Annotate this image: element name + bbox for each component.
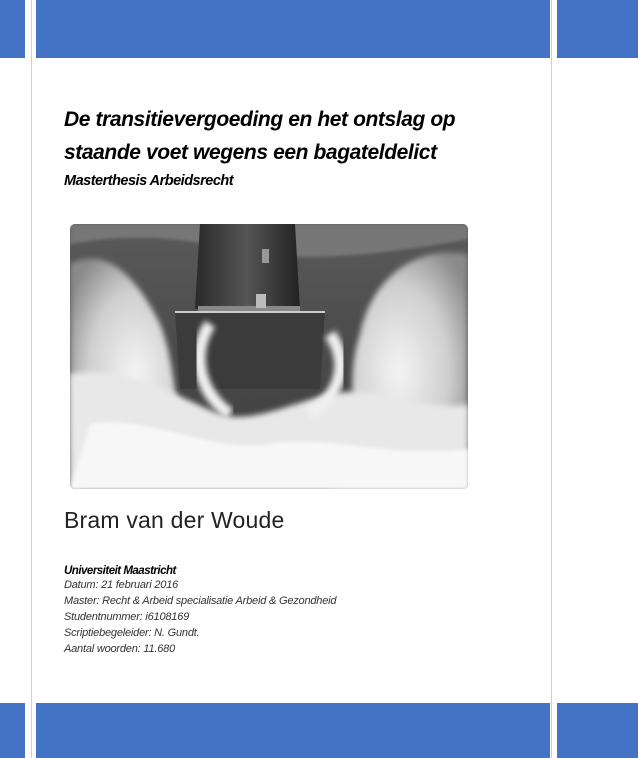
title-line-1: De transitievergoeding en het ontslag op	[64, 108, 456, 131]
detail-student-number: Studentnummer: i6108169	[64, 611, 190, 623]
title-line-2: staande voet wegens een bagateldelict	[64, 141, 437, 164]
lighthouse-in-waves-image	[70, 224, 468, 489]
lighthouse-photo	[70, 224, 468, 489]
bottom-right-blue-block	[557, 703, 638, 758]
bottom-left-blue-block	[0, 703, 25, 758]
detail-master: Master: Recht & Arbeid specialisatie Arbeid & Gezondheid	[64, 595, 337, 607]
top-right-blue-block	[557, 0, 638, 58]
detail-supervisor: Scriptiebegeleider: N. Gundt.	[64, 627, 200, 639]
author-name: Bram van der Woude	[64, 507, 285, 533]
document-title	[64, 103, 534, 169]
university-name: Universiteit Maastricht	[64, 565, 176, 577]
document-subtitle: Masterthesis Arbeidsrecht	[64, 173, 234, 189]
detail-word-count: Aantal woorden: 11.680	[64, 643, 175, 655]
detail-date: Datum: 21 februari 2016	[64, 579, 179, 591]
top-left-blue-block	[0, 0, 25, 58]
